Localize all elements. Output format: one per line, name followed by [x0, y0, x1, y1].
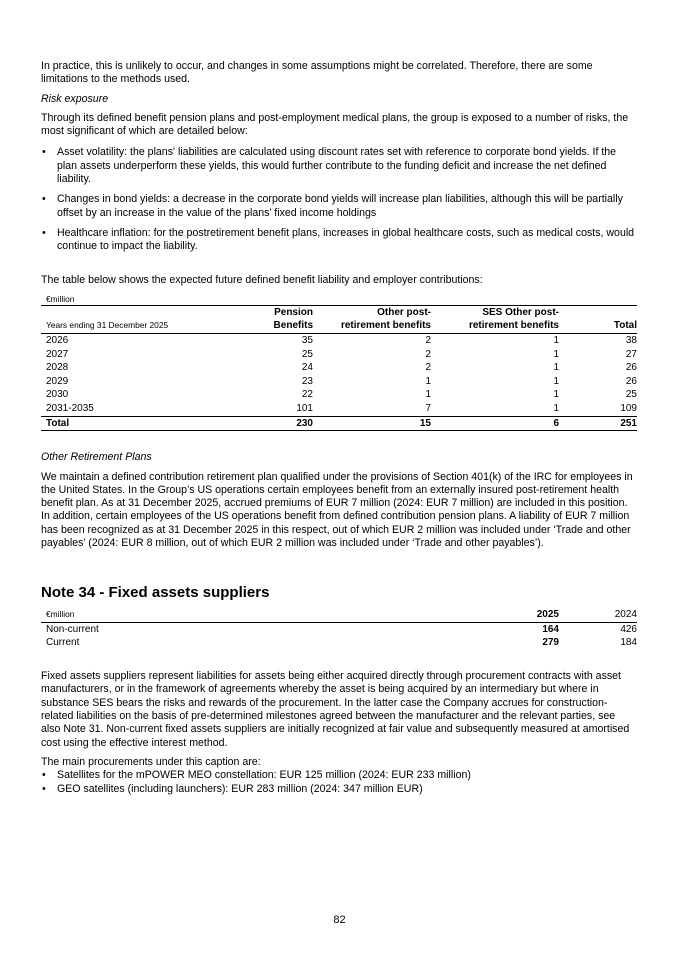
header-ses-other-post: SES Other post- retirement benefits [468, 306, 559, 332]
list-item: • GEO satellites (including launchers): EUR 283 million (2024: 347 million EUR) [42, 783, 423, 796]
bullet-icon: • [42, 146, 46, 159]
risk-bullet-list [41, 146, 637, 253]
page-number: 82 [333, 914, 346, 926]
bullet-icon: • [42, 769, 46, 782]
header-years: Years ending 31 December 2025 [46, 320, 169, 331]
benefit-table [41, 306, 637, 431]
table-row: 2026 35 2 1 38 [46, 335, 637, 347]
header-total: Total [613, 320, 637, 332]
procurements-bullet-list [41, 769, 637, 797]
table-unit-label: €million [41, 294, 637, 306]
table-row: 2031-2035 101 7 1 109 [41, 402, 637, 416]
table-intro: The table below shows the expected future defined benefit liability and employer contributions: [41, 273, 483, 286]
list-item: • Healthcare inflation: for the postretirement benefit plans, increases in global healthcare costs, such as medical costs, would continue to impact the liability. [42, 226, 635, 253]
header-2025: 2025 [536, 609, 559, 621]
other-retirement-paragraph: We maintain a defined contribution retirement plan qualified under the provisions of Section 401(k) of the IRC for employees in the United States. In the Group’s US operations certain employees benefit from an externally insured post-retirement health benefit plan. As at 31 December 2025, accrued premiums of EUR 7 million (2024: EUR 7 million) are included in this position. In addition, certain employees of the US operations benefit from defined contribution pension plans. A liability of EUR 7 million has been recognized as at 31 December 2025 in this respect, out of which EUR 2 million was included under ‘Trade and other payables’ (2024: EUR 8 million, out of which EUR 2 million was included under ‘Trade and other payables’). [41, 470, 633, 549]
list-item: • Changes in bond yields: a decrease in the corporate bond yields will increase plan liabilities, although this will be partially offset by an increase in the value of the plans’ fixed income holdings [42, 193, 623, 219]
fixed-assets-unit-label: €million [46, 609, 75, 620]
procurements-intro: The main procurements under this caption are: [41, 755, 261, 768]
table-row: 2027 25 2 1 27 [46, 348, 637, 360]
bullet-icon: • [42, 193, 46, 206]
table-row: 2028 24 2 1 26 [46, 362, 637, 374]
page-content [41, 60, 637, 798]
risk-exposure-heading: Risk exposure [41, 92, 109, 105]
fixed-assets-table [41, 608, 637, 650]
bullet-icon: • [42, 226, 46, 239]
intro-paragraph: In practice, this is unlikely to occur, and changes in some assumptions might be correlated. Therefore, there are some limitations to the methods used. [41, 60, 593, 86]
list-item: • Satellites for the mPOWER MEO constellation: EUR 125 million (2024: EUR 233 million) [42, 769, 471, 782]
table-row: 2030 22 1 1 25 [46, 389, 637, 401]
header-2024: 2024 [614, 609, 637, 621]
header-other-post: Other post- retirement benefits [340, 306, 431, 332]
other-retirement-heading: Other Retirement Plans [41, 451, 152, 464]
note-34-title: Note 34 - Fixed assets suppliers [41, 584, 270, 602]
fixed-assets-paragraph: Fixed assets suppliers represent liabilities for assets being either acquired directly through procurement contracts with asset manufacturers, or in the framework of agreements whereby the asset is being acquired by an intermediary but where in substance SES bears the risks and rewards of the procurement. In the latter case the Company accrues for construction-related liabilities on the basis of pre-determined milestones agreed between the manufacturer and the relevant parties, see also Note 31. Non-current fixed assets suppliers are initially recognized at fair value and subsequently measured at amortised cost using the effective interest method. [41, 670, 630, 749]
table-total-row: Total 230 15 6 251 [41, 416, 637, 431]
table-row: 2029 23 1 1 26 [46, 375, 637, 387]
list-item: • Asset volatility: the plans' liabilities are calculated using discount rates set with reference to corporate bond yields. If the plan assets underperform these yields, this would further contribute to the funding deficit and increase the net defined liability. [42, 146, 617, 186]
bullet-icon: • [42, 783, 46, 796]
table-row: Current 279 184 [46, 637, 637, 649]
header-pension: Pension Benefits [273, 306, 313, 332]
risk-intro-paragraph: Through its defined benefit pension plans and post-employment medical plans, the group is exposed to a number of risks, the most significant of which are detailed below: [41, 111, 629, 138]
table-row: Non-current 164 426 [46, 623, 637, 635]
